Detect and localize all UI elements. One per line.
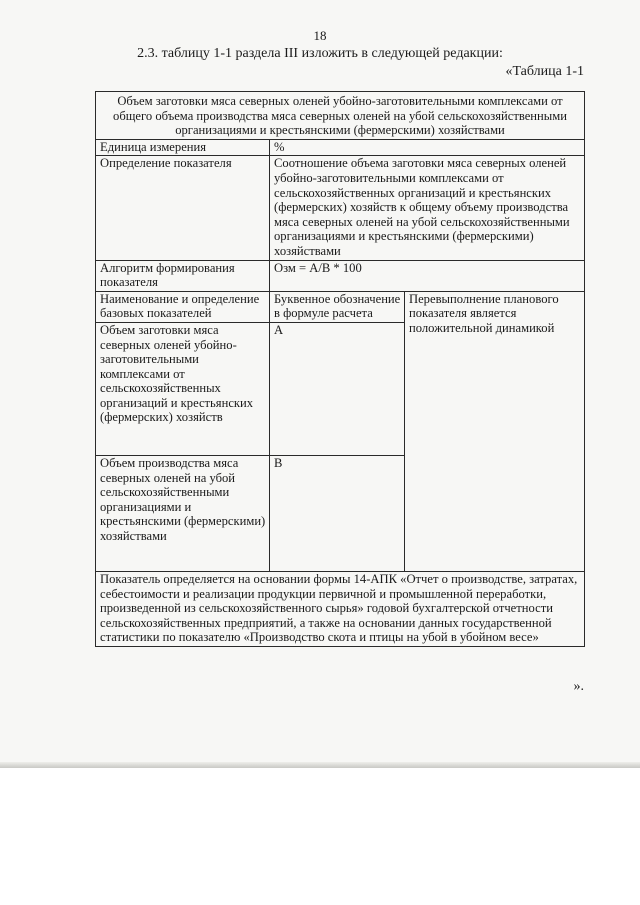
intro-line: 2.3. таблицу 1-1 раздела III изложить в следующей редакции: [137,46,503,61]
table-title-row [96,92,585,140]
letter-designation-header: Буквенное обозначение в формуле расчета [270,291,405,322]
unit-row [96,139,585,156]
unit-value: % [270,139,585,156]
indicator-a-name: Объем заготовки мяса северных оленей убойно-заготовительными комплексами от сельскохозяйственных организаций и крестьянских (фермерских) хозяйств [96,322,270,455]
definition-value: Соотношение объема заготовки мяса северных оленей убойно-заготовительными комплексами от сельскохозяйственных организаций и крестьянских (фермерских) хозяйств к общему объему производства мяса северных оленей на убой сельскохозяйственными организациями и крестьянскими (фермерскими) хозяйствами [270,156,585,260]
algorithm-row [96,260,585,291]
closing-mark: ». [573,679,584,694]
table-title: Объем заготовки мяса северных оленей убойно-заготовительными комплексами от общего объема производства мяса северных оленей на убой сельскохозяйственными организациями и крестьянскими (фермерскими) хозяйствами [96,92,585,140]
indicator-table [95,91,585,647]
indicator-b-name: Объем производства мяса северных оленей на убой сельскохозяйственными организациями и крестьянскими (фермерскими) хозяйствами [96,455,270,571]
table-reference: «Таблица 1-1 [505,64,584,79]
definition-label: Определение показателя [96,156,270,260]
dynamics-note: Перевыполнение планового показателя является положительной динамикой [405,291,585,571]
base-header-row [96,291,585,322]
base-indicators-header: Наименование и определение базовых показателей [96,291,270,322]
indicator-b-letter: В [270,455,405,571]
definition-row [96,156,585,260]
algorithm-value: Озм = А/В * 100 [270,260,585,291]
indicator-a-letter: А [270,322,405,455]
unit-label: Единица измерения [96,139,270,156]
source-note: Показатель определяется на основании формы 14-АПК «Отчет о производстве, затратах, себестоимости и реализации продукции первичной и промышленной переработки, произведенной из сельскохозяйственного сырья» годовой бухгалтерской отчетности сельскохозяйственных предприятий, а также на основании данных государственной статистики по показателю «Производство скота и птицы на убой в убойном весе» [96,571,585,646]
algorithm-label: Алгоритм формирования показателя [96,260,270,291]
source-row [96,571,585,646]
page-number: 18 [313,28,327,43]
